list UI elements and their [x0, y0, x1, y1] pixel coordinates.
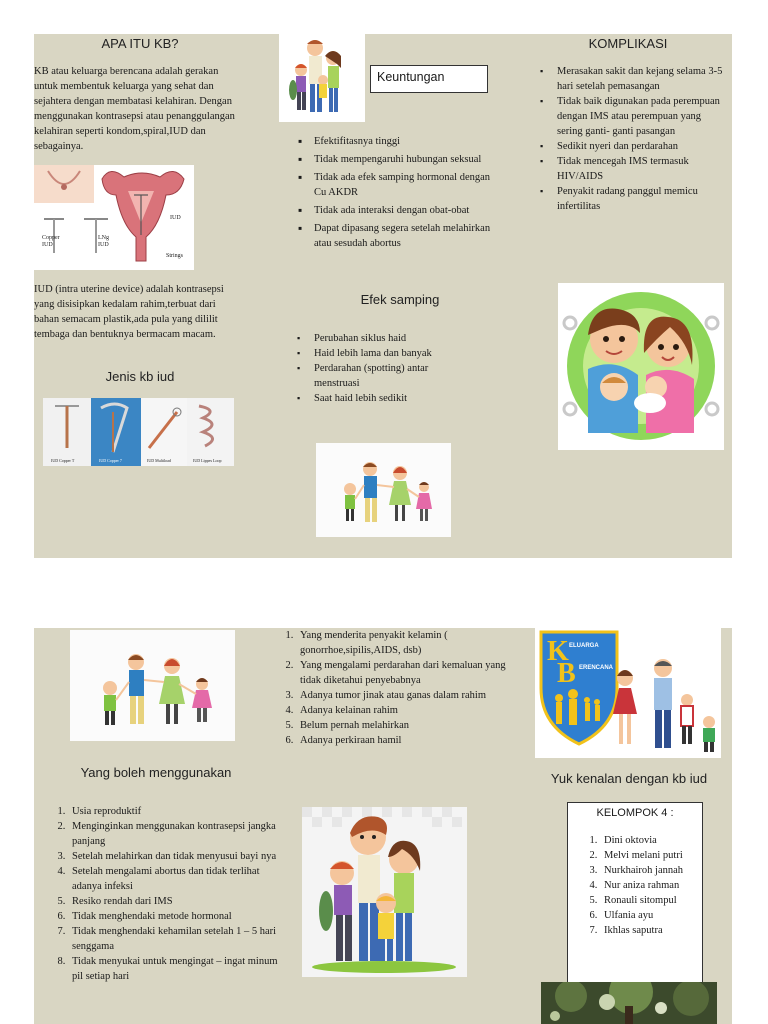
- tidak-boleh-item: 1. Yang menderita penyakit kelamin ( gonorrhoe,sipilis,AIDS, dsb): [296, 628, 514, 658]
- apa-itu-kb-heading: APA ITU KB?: [101, 36, 179, 51]
- family-walking-image-bottom: [70, 630, 235, 741]
- keuntungan-box: [370, 65, 488, 93]
- jenis-kb-iud-heading: Jenis kb iud: [105, 369, 175, 384]
- member-item: 2. Melvi melani putri: [600, 848, 728, 863]
- member-item: 5. Ronauli sitompul: [600, 893, 728, 908]
- tidak-boleh-item: 2. Yang mengalami perdarahan dari kemaluan yang tidak diketahui penyebabnya: [296, 658, 514, 688]
- tree-photo: [541, 982, 717, 1024]
- yang-boleh-menggunakan-list: [34, 804, 284, 984]
- keuntungan-item: ▪ Dapat dipasang segera setelah melahirkan atau sesudah abortus: [296, 221, 492, 251]
- komplikasi-item: ▪ Penyakit radang panggul memicu infertilitas: [535, 184, 727, 214]
- boleh-item: 4. Setelah mengalami abortus dan tidak terlihat adanya infeksi: [68, 864, 284, 894]
- iud-label: IUD: [170, 215, 181, 221]
- boleh-item: 2. Menginginkan menggunakan kontrasepsi jangka panjang: [68, 819, 284, 849]
- tidak-boleh-item: 6. Adanya perkiraan hamil: [296, 733, 514, 748]
- tidak-boleh-menggunakan-list: [262, 628, 514, 748]
- copper-iud-label: Copper IUD: [42, 235, 60, 248]
- iud-types-image: [43, 398, 234, 466]
- efek-samping-list: [292, 331, 462, 406]
- family-illustration-large: [302, 807, 467, 977]
- yuk-kenalan-heading: Yuk kenalan dengan kb iud: [550, 771, 708, 786]
- komplikasi-item: ▪ Merasakan sakit dan kejang selama 3-5 hari setelah pemasangan: [535, 64, 727, 94]
- member-item: 7. Ikhlas saputra: [600, 923, 728, 938]
- strings-label: Strings: [166, 253, 184, 259]
- komplikasi-list: [535, 64, 727, 214]
- keuntungan-item: ▪ Tidak ada efek samping hormonal dengan Cu AKDR: [296, 170, 492, 200]
- kb-logo-text-1: ELUARGA: [569, 643, 599, 649]
- boleh-item: 3. Setelah melahirkan dan tidak menyusui bayi nya: [68, 849, 284, 864]
- iud-caption-3: IUD Multiload: [147, 458, 171, 463]
- efek-samping-item: ▪ Saat haid lebih sedikit: [292, 391, 462, 406]
- keuntungan-item: ▪ Tidak mempengaruhi hubungan seksual: [296, 152, 492, 167]
- member-item: 3. Nurkhairoh jannah: [600, 863, 728, 878]
- efek-samping-item: ▪ Perdarahan (spotting) antar menstruasi: [292, 361, 462, 391]
- kelompok-heading: KELOMPOK 4 :: [596, 807, 674, 819]
- tidak-boleh-item: 5. Belum pernah melahirkan: [296, 718, 514, 733]
- keuntungan-heading: Keuntungan: [377, 70, 445, 84]
- komplikasi-item: ▪ Tidak baik digunakan pada perempuan dengan IMS atau perempuan yang sering ganti- ganti pasangan: [535, 94, 727, 139]
- kb-intro-text: KB atau keluarga berencana adalah gerakan untuk membentuk keluarga yang sehat dan sejahtera dengan membatasi kelahiran. Dengan menggunakan kontrasepsi atau penanggulangan kelahiran seperti kondom,spiral,IUD dan sebagainya.: [34, 66, 235, 152]
- kelompok-members-list: [568, 833, 728, 938]
- komplikasi-item: ▪ Sedikit nyeri dan perdarahan: [535, 139, 727, 154]
- boleh-item: 1. Usia reproduktif: [68, 804, 284, 819]
- yang-boleh-menggunakan-heading: Yang boleh menggunakan: [80, 765, 232, 780]
- boleh-item: 8. Tidak menyukai untuk mengingat – ingat minum pil setiap hari: [68, 954, 284, 984]
- keuntungan-item: ▪ Efektifitasnya tinggi: [296, 134, 492, 149]
- iud-caption-1: IUD Copper T: [51, 458, 75, 463]
- family-walking-image-top: [316, 443, 451, 537]
- komplikasi-heading: KOMPLIKASI: [588, 36, 668, 51]
- tidak-boleh-item: 3. Adanya tumor jinak atau ganas dalam rahim: [296, 688, 514, 703]
- family-portrait-image: [558, 283, 724, 450]
- keuntungan-item: ▪ Tidak ada interaksi dengan obat-obat: [296, 203, 492, 218]
- iud-caption-4: IUD Lippes Loop: [193, 458, 222, 463]
- kelompok-box: [567, 802, 703, 994]
- boleh-item: 5. Resiko rendah dari IMS: [68, 894, 284, 909]
- komplikasi-item: ▪ Tidak mencegah IMS termasuk HIV/AIDS: [535, 154, 727, 184]
- member-item: 4. Nur aniza rahman: [600, 878, 728, 893]
- lng-iud-label: LNg IUD: [98, 235, 109, 248]
- member-item: 1. Dini oktovia: [600, 833, 728, 848]
- uterus-iud-diagram: [34, 165, 194, 270]
- efek-samping-item: ▪ Haid lebih lama dan banyak: [292, 346, 462, 361]
- boleh-item: 6. Tidak menghendaki metode hormonal: [68, 909, 284, 924]
- family-illustration-small: [279, 34, 365, 122]
- boleh-item: 7. Tidak menghendaki kehamilan setelah 1 – 5 hari senggama: [68, 924, 284, 954]
- iud-caption-2: IUD Copper 7: [99, 458, 122, 463]
- iud-definition-text: IUD (intra uterine device) adalah kontrasepsi yang disisipkan kedalam rahim,terbuat dari bahan semacam plastik,ada pula yang dililit tembaga dan bentuknya bermacam macam.: [34, 284, 224, 340]
- kb-logo-family-image: [535, 628, 721, 758]
- kb-logo-text-2: ERENCANA: [579, 665, 614, 671]
- keuntungan-list: [296, 134, 492, 254]
- efek-samping-heading: Efek samping: [360, 292, 440, 307]
- svg-text:K: K: [547, 636, 569, 667]
- member-item: 6. Ulfania ayu: [600, 908, 728, 923]
- tidak-boleh-item: 4. Adanya kelainan rahim: [296, 703, 514, 718]
- svg-text:B: B: [557, 658, 576, 689]
- efek-samping-item: ▪ Perubahan siklus haid: [292, 331, 462, 346]
